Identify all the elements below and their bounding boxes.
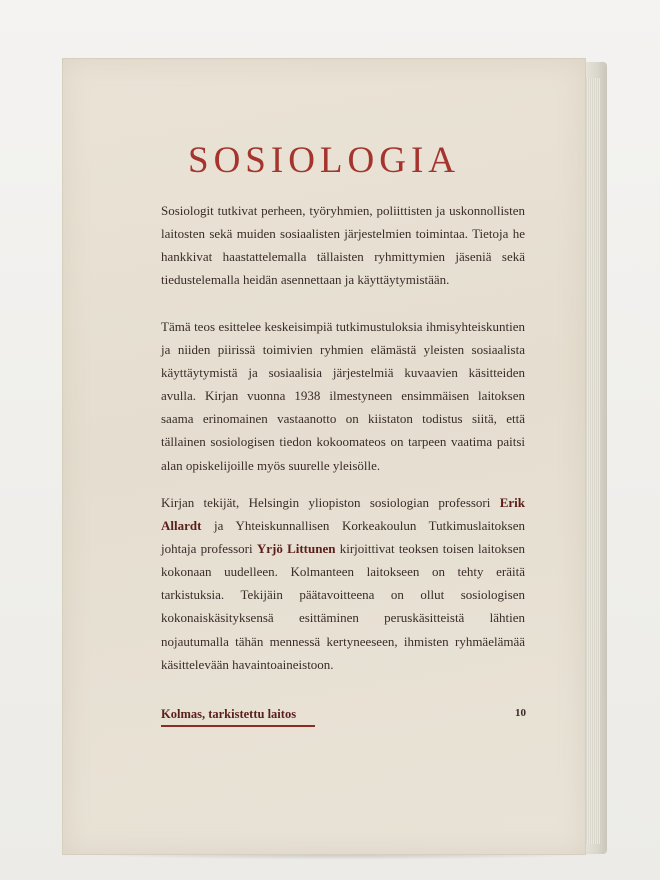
edition-number: 10 bbox=[515, 707, 526, 719]
paragraph-3-text-a: Kirjan tekijät, Helsingin yliopiston sosiologian professori bbox=[161, 495, 500, 510]
blurb-paragraph-2: Tämä teos esittelee keskeisimpiä tutkimustuloksia ihmisyhteiskuntien ja niiden piirissä toimivien ryhmien elämästä yleisten sosiaalista käyttäytymistä ja sosiaalisia järjestelmiä kuvaavien käsitteiden avulla. Kirjan vuonna 1938 ilmestyneen ensimmäisen laitoksen saama erinomainen vastaanotto on kiistaton todistus siitä, että tällainen sosiologisen tiedon kokoomateos on tarpeen vaatima paitsi alan opiskelijoille myös suurelle yleisölle. bbox=[161, 319, 525, 473]
edition-label: Kolmas, tarkistettu laitos bbox=[161, 707, 297, 721]
blurb-paragraph-1: Sosiologit tutkivat perheen, työryhmien, poliittisten ja uskonnollisten laitosten sekä muiden sosiaalisten järjestelmien toimintaa. Tietoja he hankkivat haastattelemalla tällaisten ryhmittymien jäseniä sekä tiedustelemalla heidän asennettaan ja käyttäytymistään. bbox=[161, 203, 525, 288]
book-page-edges bbox=[586, 78, 600, 844]
paragraph-3-text-b: ja Yhteiskunnallisen Korkeakoulun Tutkimuslaitoksen johtaja professori bbox=[161, 518, 525, 557]
blurb-paragraph-3 bbox=[161, 491, 525, 676]
book-back-cover bbox=[62, 58, 586, 855]
author-name-1: Erik Allardt bbox=[161, 495, 525, 534]
book-title: SOSIOLOGIA bbox=[188, 140, 460, 181]
paragraph-3-text-c: kirjoittivat teoksen toisen laitoksen kokonaan uudelleen. Kolmanteen laitokseen on tehty eräitä tarkistuksia. Tekijäin päätavoitteena on ollut sosiologisen kokonaiskäsityksensä esittäminen peruskäsitteistä lähtien nojautumalla tähän mennessä kertyneeseen, ihmisten ryhmäelämää käsittelevään havaintoaineistoon. bbox=[161, 541, 525, 672]
edition-underline bbox=[161, 725, 315, 727]
author-name-2: Yrjö Littunen bbox=[256, 541, 336, 557]
